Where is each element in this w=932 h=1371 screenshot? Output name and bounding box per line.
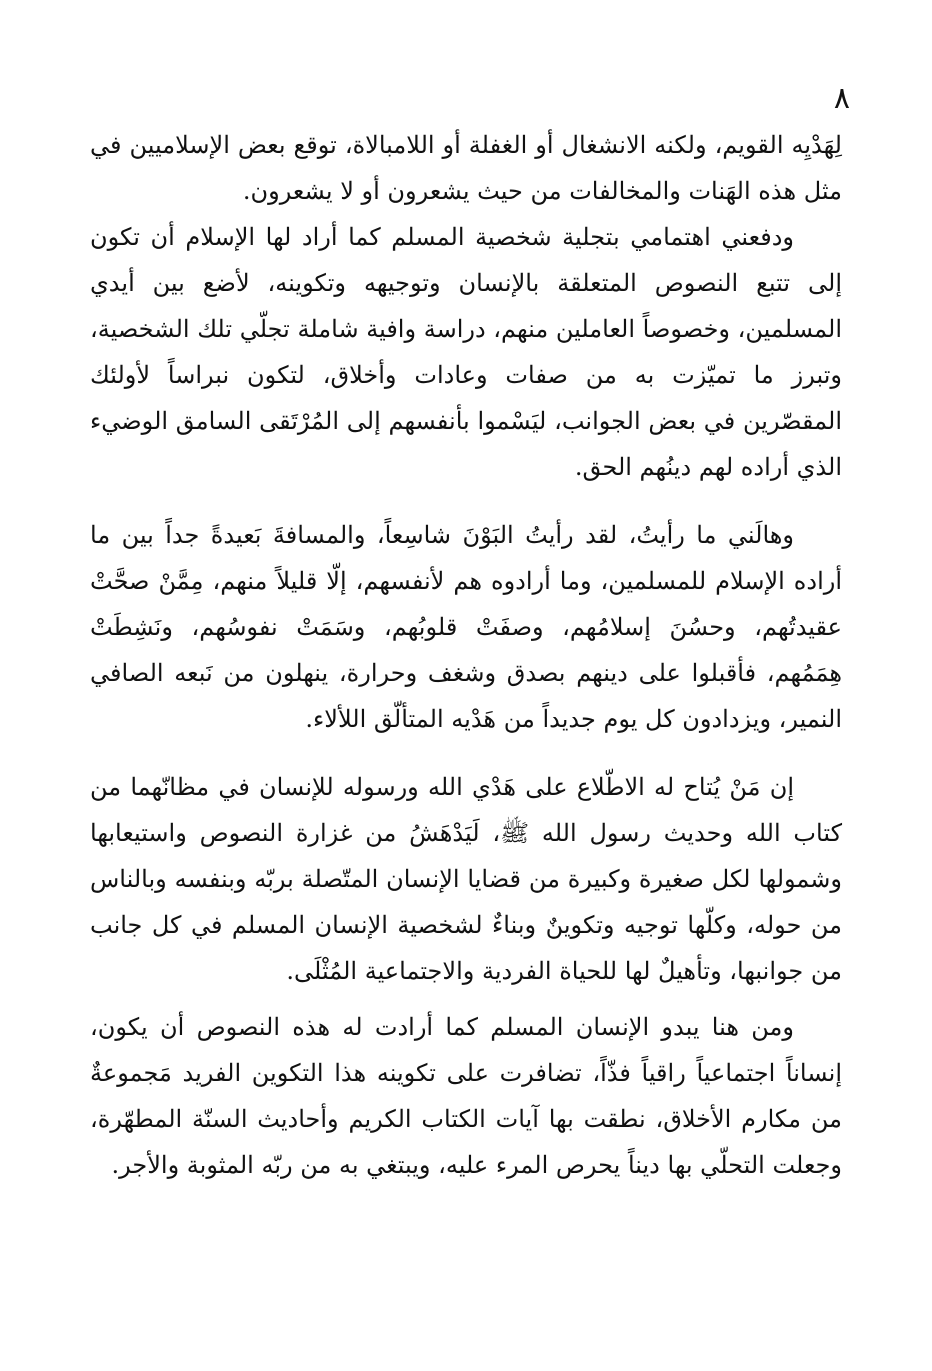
paragraph-conclusion: ومن هنا يبدو الإنسان المسلم كما أرادت له هذه النصوص أن يكون، إنساناً اجتماعياً راقياً فذّاً، تضافرت على تكوينه هذا التكوين الفريد مَجموعةٌ من مكارم الأخلاق، نطقت بها آيات الكتاب الكريم وأحاديث السنّة المطهّرة، وجعلت التحلّي بها ديناً يحرص المرء عليه، ويبتغي به من ربّه المثوبة والأجر. xyxy=(90,1013,842,1179)
paragraph-texts: إن مَنْ يُتاح له الاطّلاع على هَدْي الله ورسوله للإنسان في مظانّهما من كتاب الله وحديث رسول الله ﷺ، لَيَدْهَشُ من غزارة النصوص واستيعابها وشمولها لكل صغيرة وكبيرة من قضايا الإنسان المتّصلة بربّه وبنفسه وبالناس من حوله، وكلّها توجيه وتكوينٌ وبناءٌ لشخصية الإنسان المسلم في كل جانب من جوانبها، وتأهيلٌ لها للحياة الفردية والاجتماعية المُثْلَى. xyxy=(90,773,842,985)
paragraph-motivation: ودفعني اهتمامي بتجلية شخصية المسلم كما أراد لها الإسلام أن تكون إلى تتبع النصوص المتعلقة بالإنسان وتوجيهه وتكوينه، لأضع بين أيدي المسلمين، وخصوصاً العاملين منهم، دراسة وافية شاملة تجلّي تلك الشخصية، وتبرز ما تميّزت به من صفات وعادات وأخلاق، لتكون نبراساً لأولئك المقصّرين في بعض الجوانب، ليَسْموا بأنفسهم إلى المُرْتَقى السامق الوضيء الذي أراده لهم دينُهم الحق. xyxy=(90,223,842,481)
page-body xyxy=(90,122,842,1188)
page-number: ٨ xyxy=(833,81,850,116)
paragraph-continuation: لِهَدْيِه القويم، ولكنه الانشغال أو الغفلة أو اللامبالاة، توقع بعض الإسلاميين في مثل هذه الهَنات والمخالفات من حيث يشعرون أو لا يشعرون. xyxy=(90,131,842,205)
paragraph-observation: وهالَني ما رأيتُ، لقد رأيتُ البَوْنَ شاسِعاً، والمسافةَ بَعيدةً جداً بين ما أراده الإسلام للمسلمين، وما أرادوه هم لأنفسهم، إلّا قليلاً منهم، مِمَّنْ صحَّتْ عقيدتُهم، وحسُنَ إسلامُهم، وصفَتْ قلوبُهم، وسَمَتْ نفوسُهم، ونَشِطَتْ هِمَمُهم، فأقبلوا على دينهم بصدق وشغف وحرارة، ينهلون من نَبعه الصافي النمير، ويزدادون كل يوم جديداً من هَدْيه المتألّق اللألاء. xyxy=(90,521,842,733)
